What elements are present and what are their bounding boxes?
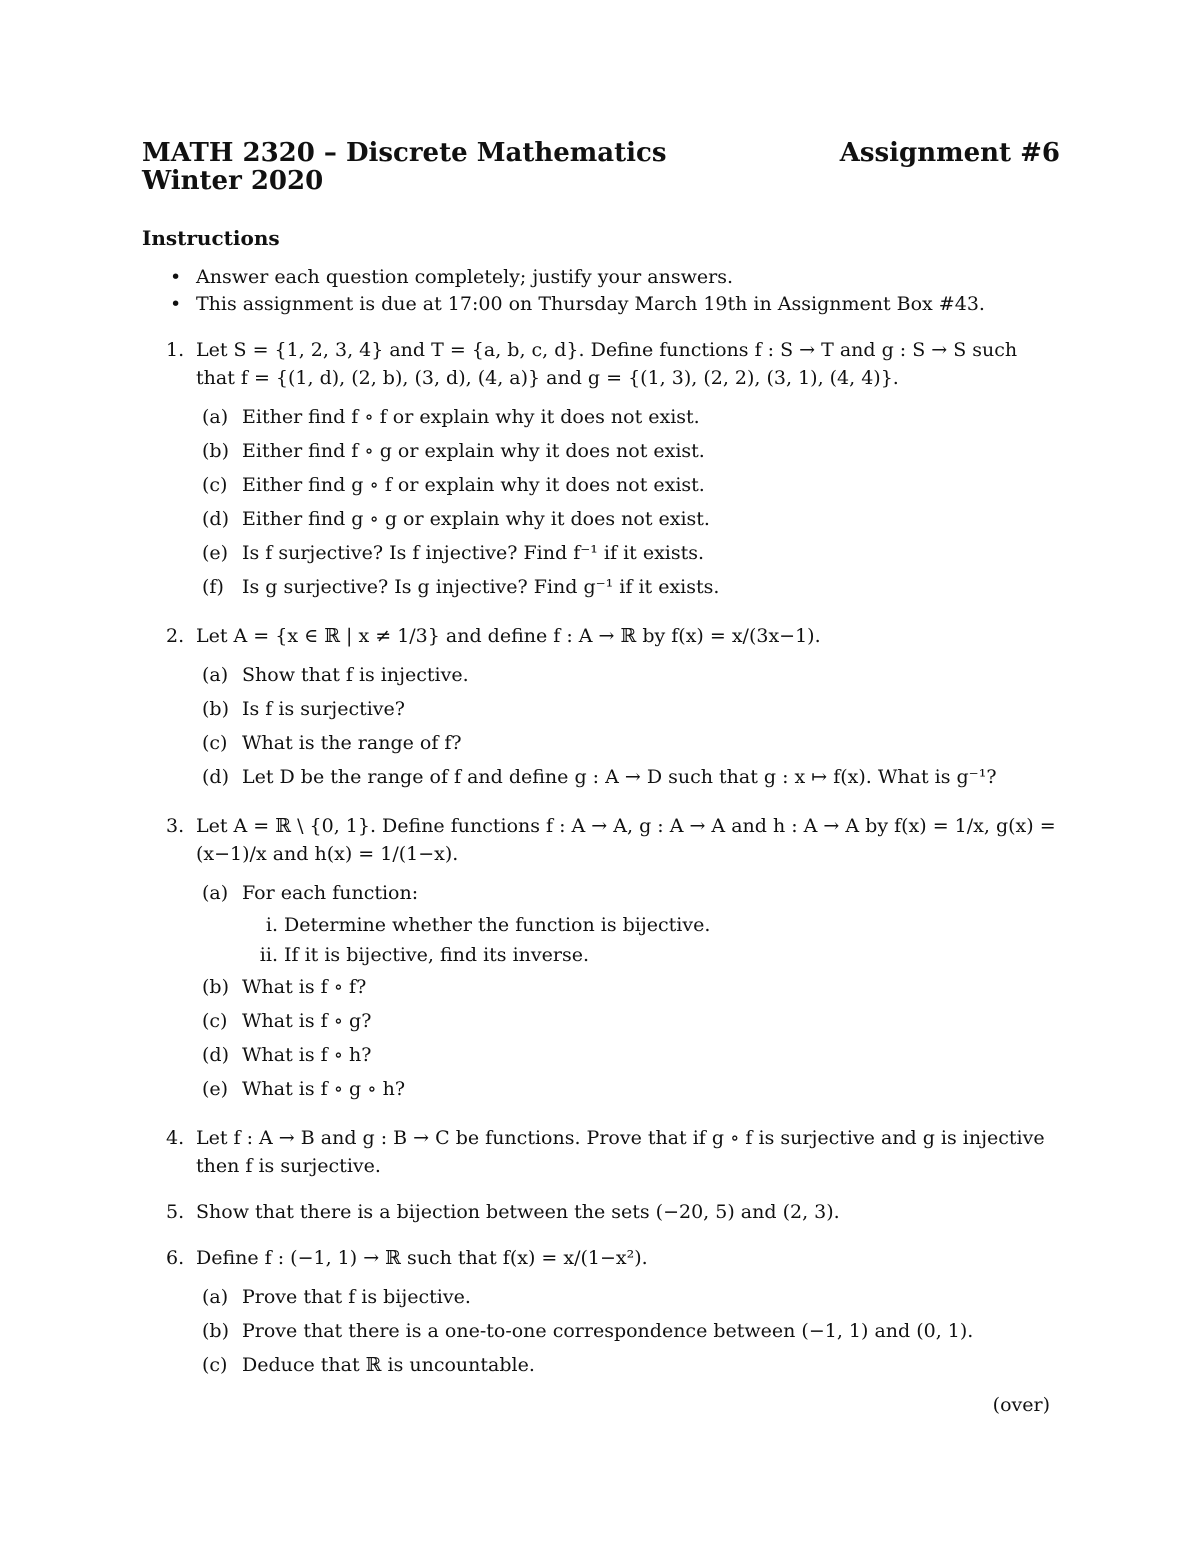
sub-part-item [196,940,1060,970]
part-label: (c) [202,1354,228,1376]
part-text: Is f surjective? Is f injective? Find f⁻¹ if it exists. [242,542,705,564]
part-text: Either find g ∘ f or explain why it does not exist. [242,474,705,496]
question-number: 3. [166,815,185,837]
over-note: (over) [992,1394,1050,1416]
part-label: (e) [202,542,229,564]
part-label: i. [265,914,278,936]
part-item [196,502,1060,536]
question-text: Let S = {1, 2, 3, 4} and T = {a, b, c, d}. Define functions f : S → T and g : S → S such that f = {(1, d), (2, b), (3, d), (4, a)} and g = {(1, 3), (2, 2), (3, 1), (4, 4)}. [196,339,1018,389]
part-label: (b) [202,440,229,462]
question-number: 4. [166,1127,185,1149]
document-header [142,138,1060,200]
part-text: If it is bijective, find its inverse. [284,944,590,966]
part-item [196,1072,1060,1106]
part-item [196,1348,1060,1382]
part-label: ii. [259,944,278,966]
part-label: (b) [202,698,229,720]
part-item [196,468,1060,502]
instruction-item [142,264,1060,291]
part-text: Either find f ∘ g or explain why it does not exist. [242,440,705,462]
instructions-list [142,264,1060,318]
question-4 [142,1124,1060,1180]
question-text: Let A = ℝ \ {0, 1}. Define functions f : A → A, g : A → A and h : A → A by f(x) = 1/x, g(x) = (x−1)/x and h(x) = 1/(1−x). [196,815,1056,865]
question-text: Let f : A → B and g : B → C be functions. Prove that if g ∘ f is surjective and g is injective then f is surjective. [196,1127,1045,1177]
part-item [196,760,1060,794]
part-item [196,692,1060,726]
part-item [196,1038,1060,1072]
bullet-icon: • [170,293,182,315]
question-parts [196,876,1060,1106]
part-text: Determine whether the function is bijective. [284,914,711,936]
course-title: MATH 2320 – Discrete Mathematics [142,138,667,168]
question-number: 1. [166,339,185,361]
part-text: For each function: [242,882,419,904]
question-number: 6. [166,1247,185,1269]
part-item [196,876,1060,910]
assignment-page [142,138,1060,1382]
part-label: (c) [202,474,228,496]
part-item [196,434,1060,468]
part-text: Prove that there is a one-to-one correspondence between (−1, 1) and (0, 1). [242,1320,974,1342]
question-2 [142,622,1060,794]
part-label: (a) [202,1286,229,1308]
instructions-heading: Instructions [142,226,280,250]
question-6 [142,1244,1060,1382]
part-text: Is f is surjective? [242,698,405,720]
part-text: What is f ∘ h? [242,1044,372,1066]
part-text: What is the range of f? [242,732,462,754]
part-text: What is f ∘ g? [242,1010,372,1032]
part-label: (c) [202,732,228,754]
instruction-item [142,291,1060,318]
question-parts [196,1280,1060,1382]
bullet-icon: • [170,266,182,288]
part-item [196,1280,1060,1314]
part-text: Is g surjective? Is g injective? Find g⁻¹ if it exists. [242,576,720,598]
part-item [196,970,1060,1004]
part-text: What is f ∘ g ∘ h? [242,1078,406,1100]
sub-part-item [196,910,1060,940]
part-label: (d) [202,766,229,788]
part-item [196,400,1060,434]
part-item [196,1314,1060,1348]
part-item [196,570,1060,604]
question-text: Let A = {x ∈ ℝ | x ≠ 1/3} and define f : A → ℝ by f(x) = x/(3x−1). [196,625,821,647]
instruction-text: Answer each question completely; justify your answers. [196,266,733,288]
instruction-text: This assignment is due at 17:00 on Thursday March 19th in Assignment Box #43. [196,293,985,315]
part-label: (f) [202,576,224,598]
questions-list [142,336,1060,1382]
part-label: (a) [202,664,229,686]
part-label: (a) [202,406,229,428]
question-parts [196,400,1060,604]
part-text: What is f ∘ f? [242,976,367,998]
part-label: (c) [202,1010,228,1032]
question-5 [142,1198,1060,1226]
question-3 [142,812,1060,1106]
part-text: Deduce that ℝ is uncountable. [242,1354,535,1376]
part-item [196,536,1060,570]
part-item [196,726,1060,760]
part-item [196,658,1060,692]
part-label: (e) [202,1078,229,1100]
part-label: (b) [202,1320,229,1342]
question-text: Define f : (−1, 1) → ℝ such that f(x) = x/(1−x²). [196,1247,648,1269]
part-text: Either find g ∘ g or explain why it does not exist. [242,508,710,530]
part-text: Either find f ∘ f or explain why it does not exist. [242,406,700,428]
part-label: (b) [202,976,229,998]
term-label: Winter 2020 [142,166,324,196]
question-number: 5. [166,1201,185,1223]
part-text: Let D be the range of f and define g : A → D such that g : x ↦ f(x). What is g⁻¹? [242,766,997,788]
part-text: Prove that f is bijective. [242,1286,471,1308]
assignment-number: Assignment #6 [839,138,1060,168]
question-number: 2. [166,625,185,647]
question-1 [142,336,1060,604]
part-label: (a) [202,882,229,904]
part-text: Show that f is injective. [242,664,469,686]
part-label: (d) [202,508,229,530]
question-parts [196,658,1060,794]
part-label: (d) [202,1044,229,1066]
part-item [196,1004,1060,1038]
question-text: Show that there is a bijection between the sets (−20, 5) and (2, 3). [196,1201,840,1223]
